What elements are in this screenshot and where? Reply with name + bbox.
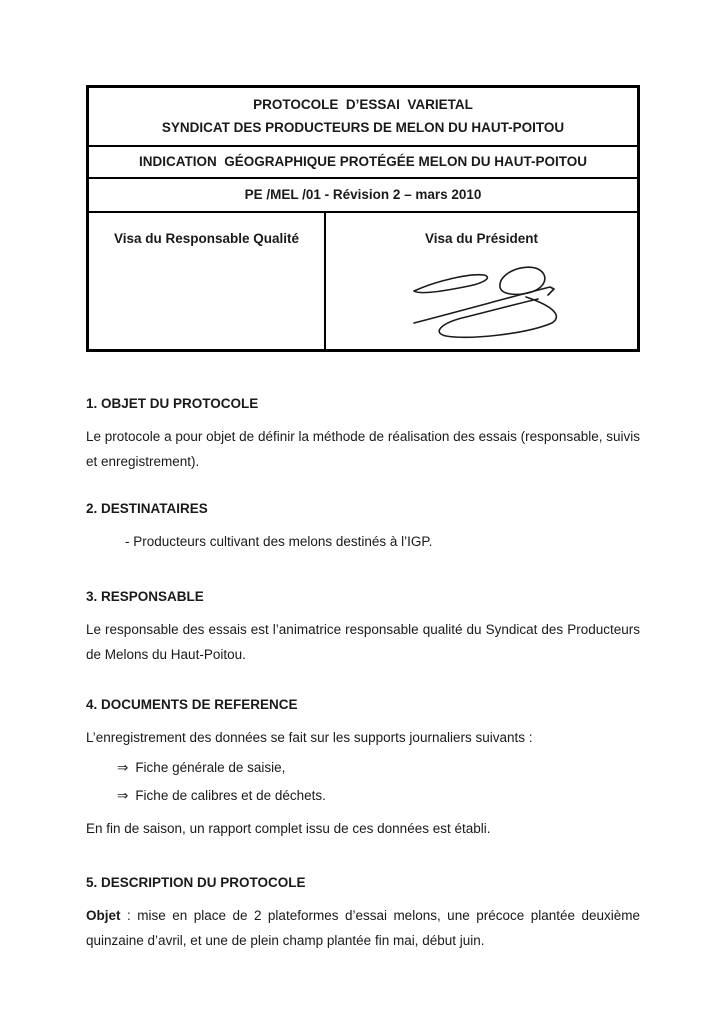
section-5-paragraph: [86, 903, 640, 953]
revision-row: PE /MEL /01 - Révision 2 – mars 2010: [89, 177, 637, 211]
section-2-paragraph: - Producteurs cultivant des melons destinés à l’IGP.: [125, 534, 433, 549]
section-3-heading: 3. RESPONSABLE: [86, 589, 204, 604]
section-1-heading: 1. OBJET DU PROTOCOLE: [86, 396, 259, 411]
section-4-heading: 4. DOCUMENTS DE REFERENCE: [86, 697, 298, 712]
visa-president-cell: [326, 213, 637, 349]
list-item: [86, 754, 640, 782]
header-table: [86, 85, 640, 352]
visa-president-label: Visa du Président: [424, 231, 539, 246]
arrow-bullet-icon: ⇒: [117, 760, 129, 775]
section-4-intro: L’enregistrement des données se fait sur les supports journaliers suivants :: [86, 730, 533, 745]
arrow-bullet-icon: ⇒: [117, 788, 129, 803]
section-1-paragraph: Le protocole a pour objet de définir la méthode de réalisation des essais (responsable, suivis et enregistrement).: [86, 429, 640, 469]
title-block: [89, 88, 637, 145]
bullet-2-text: Fiche de calibres et de déchets.: [135, 788, 326, 803]
objet-label: Objet: [86, 908, 121, 923]
bullet-1-text: Fiche générale de saisie,: [135, 760, 286, 775]
visa-responsable-label: Visa du Responsable Qualité: [113, 231, 300, 246]
doc-title: PROTOCOLE D’ESSAI VARIETAL: [253, 97, 473, 112]
doc-subtitle: SYNDICAT DES PRODUCTEURS DE MELON DU HAUT-POITOU: [161, 120, 565, 135]
section-3-paragraph: Le responsable des essais est l’animatrice responsable qualité du Syndicat des Producteurs de Melons du Haut-Poitou.: [86, 622, 640, 662]
section-5-heading: 5. DESCRIPTION DU PROTOCOLE: [86, 875, 306, 890]
section-4-outro: En fin de saison, un rapport complet issu de ces données est établi.: [86, 821, 491, 836]
visa-responsable-cell: [89, 213, 326, 349]
section-2-heading: 2. DESTINATAIRES: [86, 501, 208, 516]
igp-row: INDICATION GÉOGRAPHIQUE PROTÉGÉE MELON DU HAUT-POITOU: [89, 145, 637, 177]
visa-row: [89, 211, 637, 349]
objet-text: : mise en place de 2 plateformes d’essai melons, une précoce plantée deuxième quinzaine d’avril, et une de plein champ plantée fin mai, début juin.: [86, 908, 640, 948]
president-signature-image: [408, 257, 578, 341]
list-item: [86, 782, 640, 810]
